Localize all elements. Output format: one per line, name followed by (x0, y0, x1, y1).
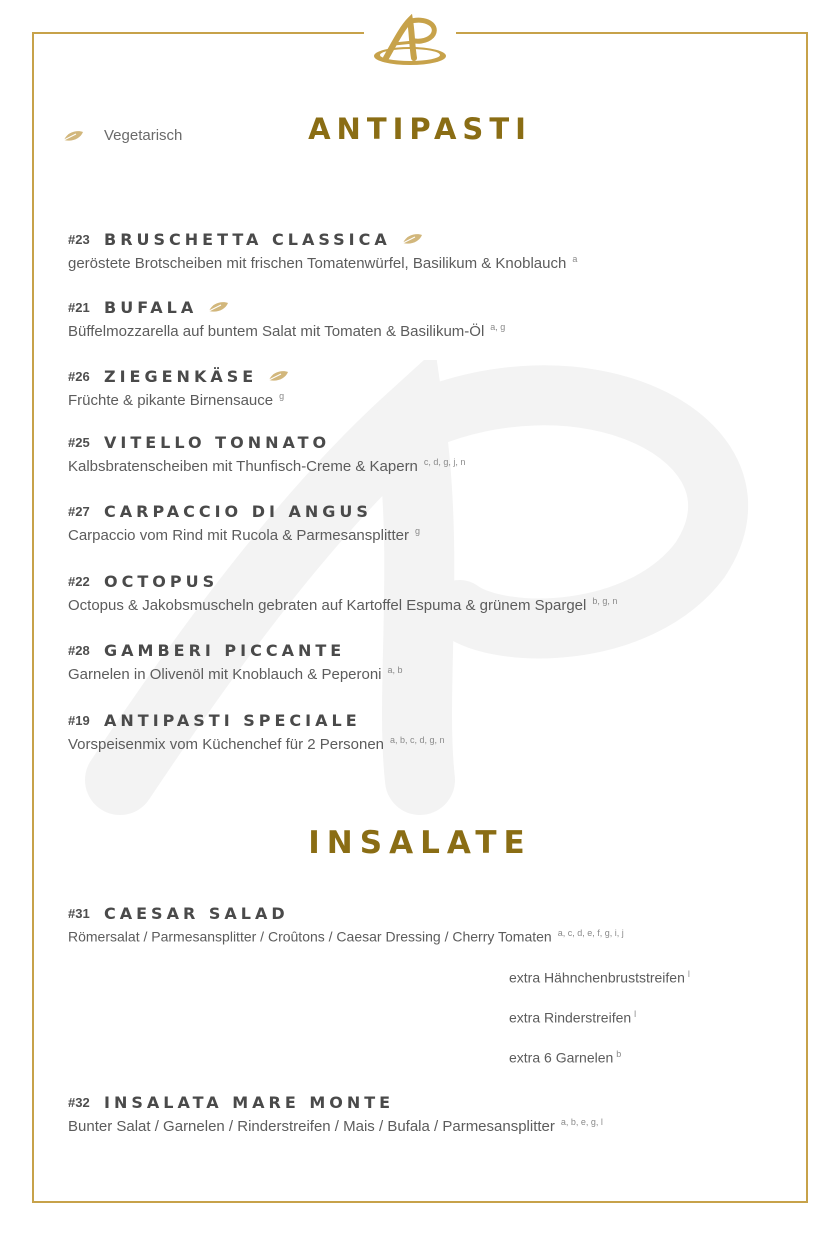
item-description: geröstete Brotscheiben mit frischen Tomatenwürfel, Basilikum & Knoblauch (68, 255, 567, 272)
menu-item (68, 639, 798, 683)
item-name: GAMBERI PICCANTE (104, 640, 346, 660)
extra-option (509, 1049, 621, 1066)
menu-item (68, 431, 798, 475)
allergen-codes: b, g, n (592, 596, 618, 606)
item-number: #23 (68, 231, 90, 247)
item-name: CARPACCIO DI ANGUS (104, 501, 372, 521)
extra-option (509, 969, 690, 986)
item-number: #28 (68, 642, 90, 658)
allergen-codes: g (279, 391, 285, 401)
menu-item (68, 570, 798, 614)
extra-label: extra Rinderstreifen (509, 1009, 632, 1026)
allergen-codes: a, b, c, d, g, n (390, 735, 445, 745)
item-name: CAESAR SALAD (104, 903, 289, 923)
item-number: #19 (68, 712, 90, 728)
item-name: BRUSCHETTA CLASSICA (104, 229, 391, 249)
item-description: Früchte & pikante Birnensauce (68, 392, 274, 409)
allergen-codes: g (414, 526, 420, 536)
item-description: Büffelmozzarella auf buntem Salat mit Tomaten & Basilikum-Öl (68, 323, 485, 340)
allergen-codes: a, c, d, e, f, g, i, j (557, 928, 624, 938)
allergen-codes: c, d, g, j, n (423, 457, 466, 467)
item-name: BUFALA (104, 297, 198, 317)
item-name: VITELLO TONNATO (104, 432, 331, 452)
extra-option (509, 1009, 636, 1026)
menu-item (68, 228, 798, 272)
item-description: Vorspeisenmix vom Küchenchef für 2 Personen (68, 736, 385, 753)
menu-item (68, 296, 798, 340)
allergen-codes: l (634, 1009, 637, 1019)
allergen-codes: b (616, 1049, 622, 1059)
item-number: #22 (68, 573, 90, 589)
item-name: ZIEGENKÄSE (104, 366, 258, 386)
item-description: Octopus & Jakobsmuscheln gebraten auf Kartoffel Espuma & grünem Spargel (68, 597, 587, 614)
item-number: #27 (68, 503, 90, 519)
item-number: #32 (68, 1094, 90, 1110)
item-number: #21 (68, 299, 90, 315)
section-title-antipasti: ANTIPASTI (308, 112, 532, 146)
item-description: Bunter Salat / Garnelen / Rinderstreifen / Mais / Bufala / Parmesansplitter (68, 1118, 555, 1135)
allergen-codes: a, b (387, 665, 403, 675)
item-number: #26 (68, 368, 90, 384)
item-number: #25 (68, 434, 90, 450)
extra-label: extra 6 Garnelen (509, 1049, 614, 1066)
item-description: Kalbsbratenscheiben mit Thunfisch-Creme & Kapern (68, 458, 418, 475)
leaf-icon (207, 300, 229, 314)
leaf-icon (401, 232, 423, 246)
item-description: Carpaccio vom Rind mit Rucola & Parmesansplitter (68, 527, 409, 544)
allergen-codes: a (572, 254, 578, 264)
item-name: OCTOPUS (104, 571, 219, 591)
menu-item (68, 500, 798, 544)
item-number: #31 (68, 905, 90, 921)
menu-item (68, 365, 798, 409)
legend-label: Vegetarisch (104, 127, 183, 144)
menu-item (68, 709, 798, 753)
allergen-codes: l (687, 969, 690, 979)
section-title-insalate: INSALATE (308, 825, 532, 861)
extra-label: extra Hähnchenbruststreifen (509, 969, 685, 986)
allergen-codes: a, b, e, g, l (560, 1117, 603, 1127)
ap-monogram-logo (368, 14, 452, 68)
item-name: INSALATA MARE MONTE (104, 1092, 395, 1112)
item-name: ANTIPASTI SPECIALE (104, 710, 361, 730)
leaf-icon (267, 369, 289, 383)
item-description: Römersalat / Parmesansplitter / Croûtons / Caesar Dressing / Cherry Tomaten (68, 928, 552, 945)
menu-item (68, 1091, 798, 1135)
allergen-codes: a, g (490, 322, 506, 332)
menu-item (68, 902, 798, 945)
item-description: Garnelen in Olivenöl mit Knoblauch & Peperoni (68, 666, 382, 683)
